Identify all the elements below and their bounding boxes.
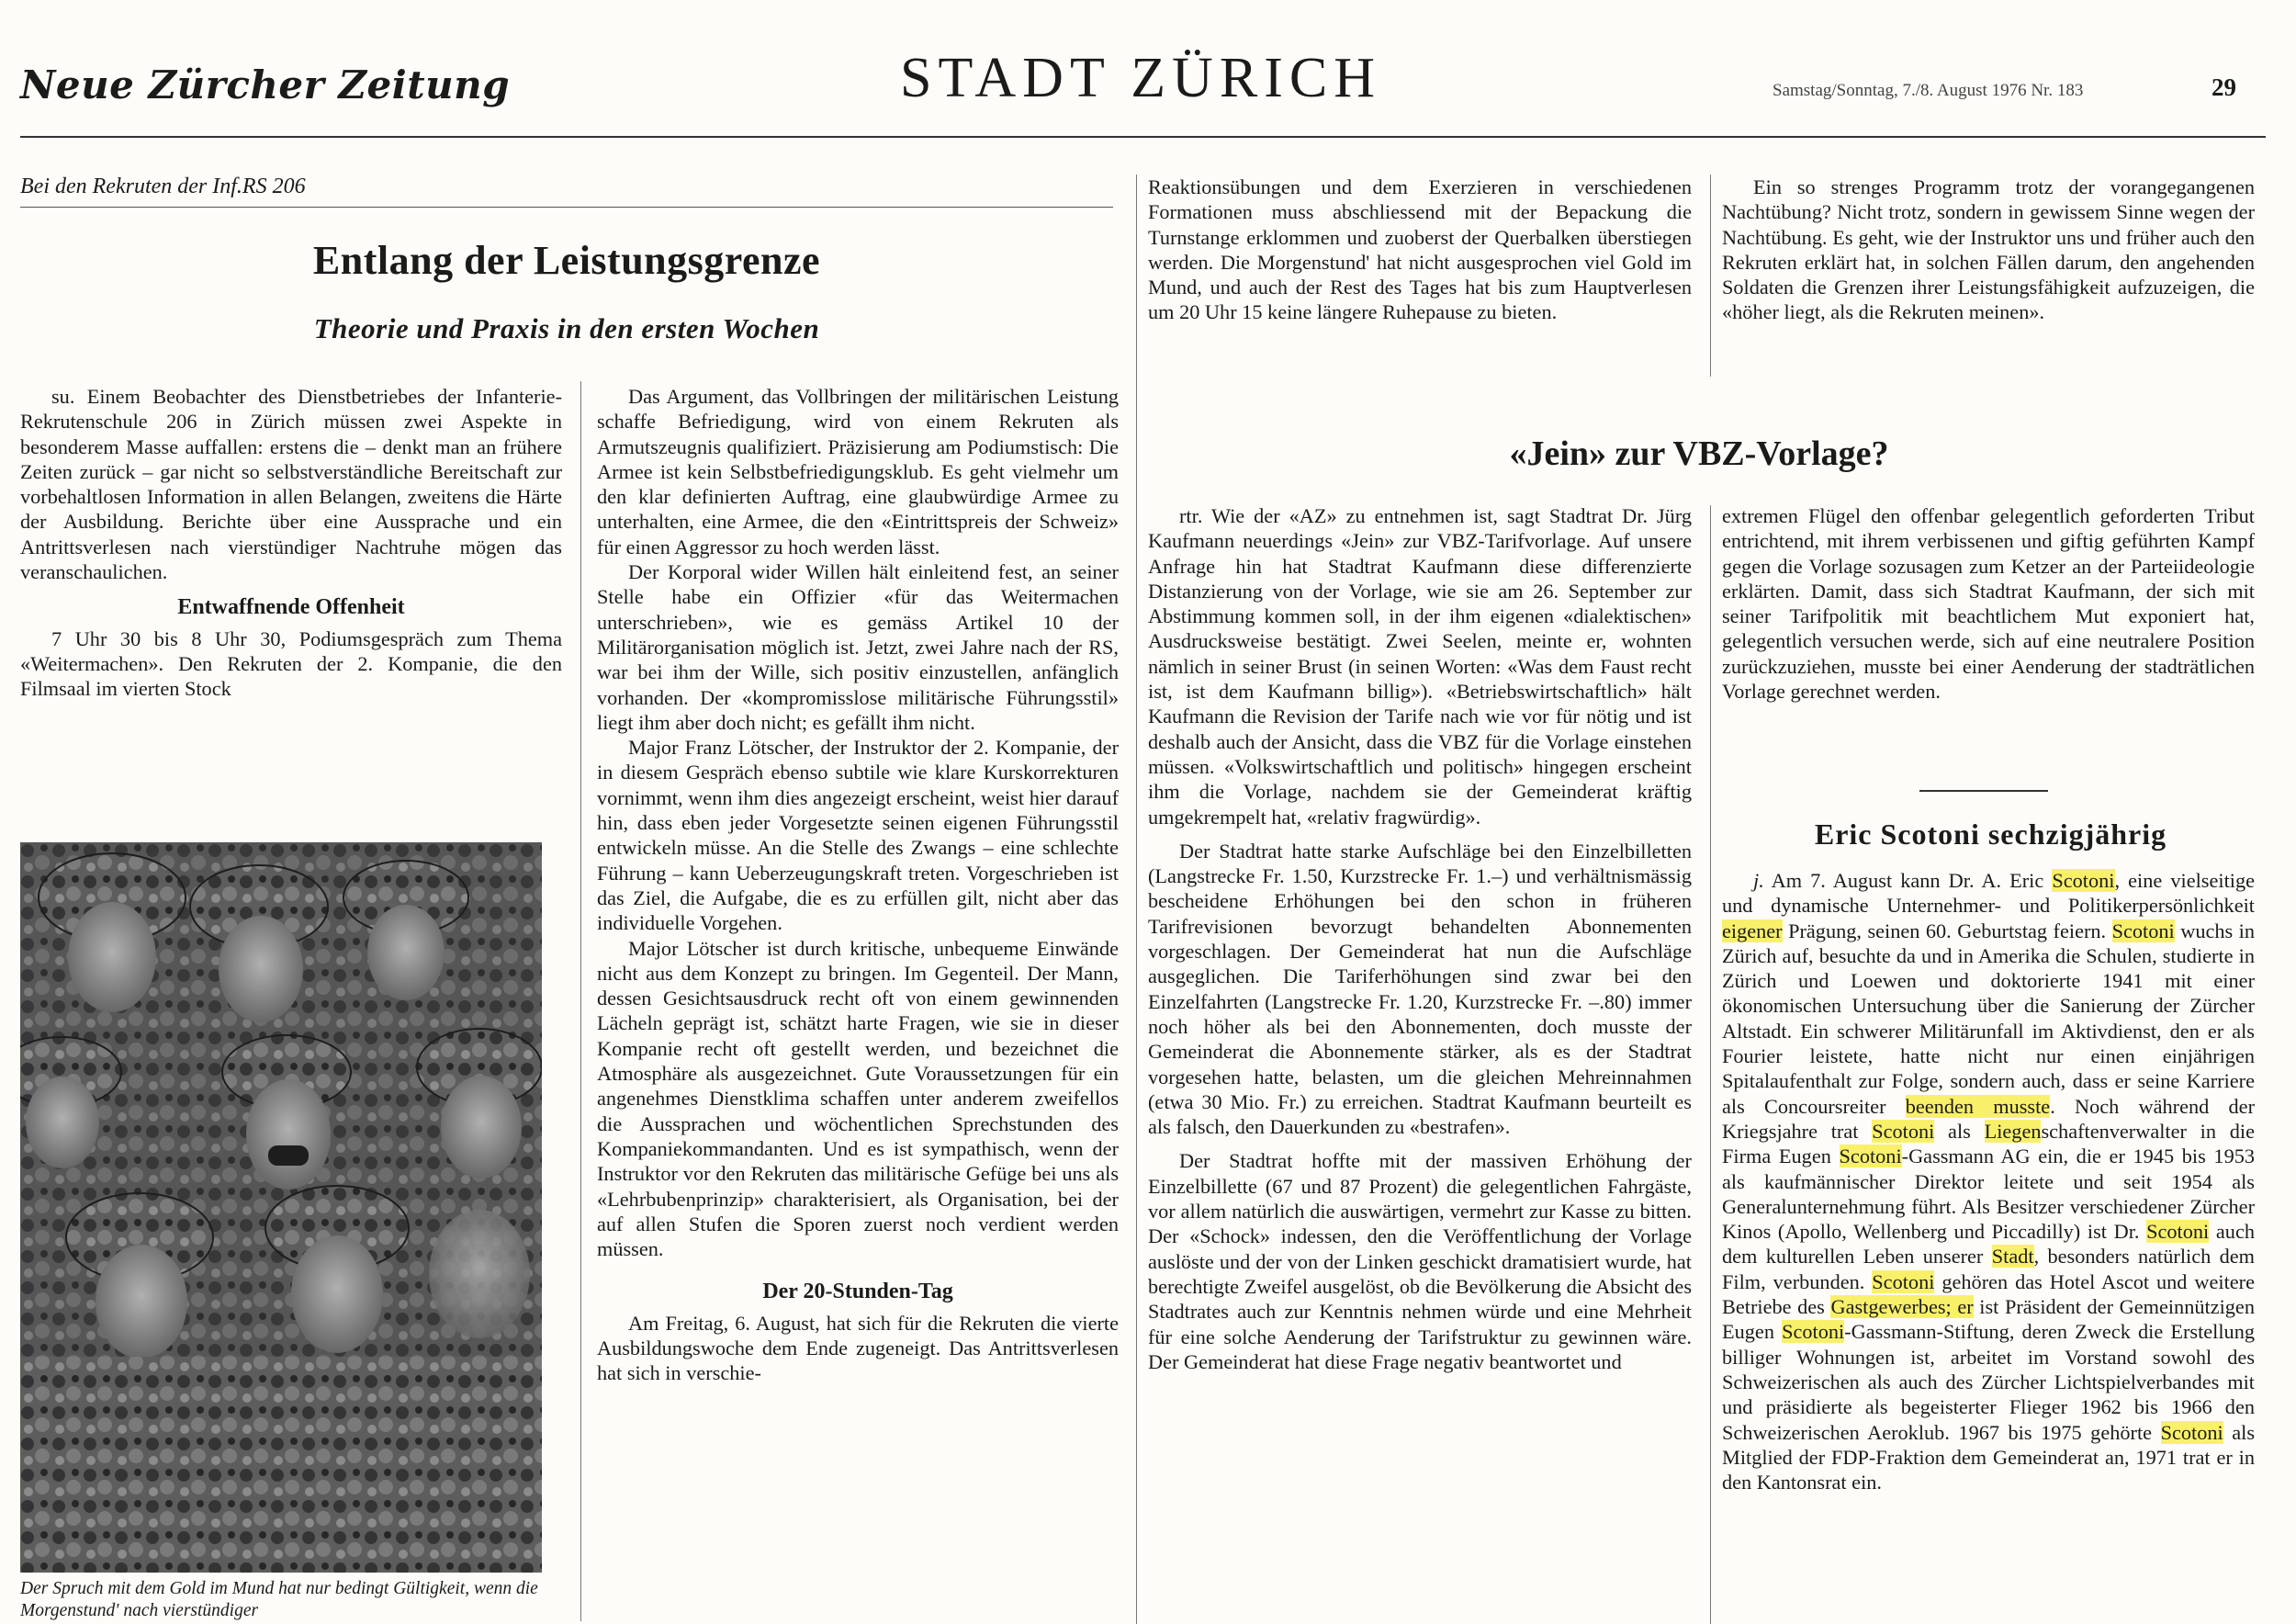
- article-kicker: Bei den Rekruten der Inf.RS 206: [20, 175, 306, 198]
- article-paragraph: Major Lötscher ist durch kritische, unbequeme Einwände nicht aus dem Konzept zu bringen. Im Gegenteil. Der Mann, dessen Gesichtsausdruck recht oft von einem gewinnenden Lächeln geprägt ist, schätzt harte Fragen, wie sie in dieser Kompanie recht oft gestellt werden, und bezeichnet die Atmosphäre als ausgezeichnet. Gute Voraussetzungen für ein angenehmes Dienstklima schaffen unter anderem zweifellos die Aussprachen und wöchentlichen Sprechstunden des Kompaniekommandanten. Und es ist sympathisch, wenn der Instruktor vor den Rekruten das militärische Gefüge bei uns als «Lehrbubenprinzip» charakterisiert, als Organisation, bei der auf allen Stufen die Sporen zuerst noch verdient werden müssen.: [597, 936, 1119, 1261]
- soldiers-photo: [20, 842, 542, 1573]
- article3-headline: Eric Scotoni sechzigjährig: [1814, 818, 2167, 851]
- article1-column3: [1148, 175, 1692, 381]
- article-headline: Entlang der Leistungsgrenze: [312, 238, 821, 283]
- photo-image: [20, 842, 542, 1573]
- article-paragraph: Am Freitag, 6. August, hat sich für die Rekruten die vierte Ausbildungswoche dem Ende zugeneigt. Das Antrittsverlesen hat sich in verschie-: [597, 1311, 1119, 1385]
- article-paragraph: Das Argument, das Vollbringen der militärischen Leistung schaffe Befriedigung, wird von einem Rekruten als Armutszeugnis qualifiziert. Präzisierung am Podiumstisch: Die Armee ist kein Selbstbefriedigungsklub. Es geht vielmehr um den klar definierten Auftrag, eine glaubwürdige Armee zu unterhalten, eine Armee, die den «Eintrittspreis der Schweiz» für einen Aggressor zu hoch werden lässt.: [597, 385, 1119, 558]
- article-paragraph: rtr. Wie der «AZ» zu entnehmen ist, sagt Stadtrat Dr. Jürg Kaufmann neuerdings «Jein» zur VBZ-Tarifvorlage. Auf unsere Anfrage hin hat Stadtrat Kaufmann diese differenzierte Distanzierung von der Vorlage, wie sie am 26. September zur Abstimmung kommen soll, in der ihm eigenen «dialektischen» Ausdrucksweise bestätigt. Zwei Seelen, meinte er, wohnten nämlich in seiner Brust (in seinen Worten: «Was dem Faust recht ist, ist dem Kaufmann billig»). «Betriebswirtschaftlich» hält Kaufmann die Revision der Tarife nach wie vor für nötig und ist deshalb auch der Ansicht, dass die VBZ für die Vorlage einstehen müssen. «Volkswirtschaftlich und politisch» hingegen erscheint ihm die Vorlage, nachdem sie der Gemeinderat kräftig umgekrempelt hat, «relativ fragwürdig».: [1148, 504, 1692, 829]
- column-rule: [1710, 175, 1711, 377]
- subheading: Entwaffnende Offenheit: [177, 595, 405, 620]
- kicker-rule: [20, 207, 1113, 208]
- article-paragraph: Reaktionsübungen und dem Exerzieren in verschiedenen Formationen muss abschliessend mit der Bepackung die Turnstange erklommen und zuoberst der Querbalken überstiegen werden. Die Morgenstund' hat nicht ausgesprochen viel Gold im Mund, und auch der Rest des Tages hat bis zum Hauptverlesen um 20 Uhr 15 keine längere Ruhepause zu bieten.: [1148, 175, 1692, 324]
- article1-column2: [597, 384, 1119, 1624]
- article-paragraph: j. Am 7. August kann Dr. A. Eric Scotoni, eine vielseitige und dynamische Unternehmer- und Politikerpersönlichkeit eigener Prägung, seinen 60. Geburtstag feiern. Scotoni wuchs in Zürich auf, besuchte da und in Amerika die Schulen, studierte in Zürich und Loewen und doktorierte 1941 mit einer ökonomischen Untersuchung über die Sanierung der Zürcher Altstadt. Ein schwerer Militärunfall im Aktivdienst, den er als Fourier leistete, hatte nicht nur einen einjährigen Spitalaufenthalt zur Folge, sondern auch, dass er seine Karriere als Concoursreiter beenden musste. Noch während der Kriegsjahre trat Scotoni als Liegenschaftenverwalter in die Firma Eugen Scotoni-Gassmann AG ein, die er 1945 bis 1953 als kaufmännischer Direktor leitete und seit 1954 als Generalunternehmung führt. Als Besitzer verschiedener Zürcher Kinos (Apollo, Wellenberg und Piccadilly) ist Dr. Scotoni auch dem kulturellen Leben unserer Stadt, besonders natürlich dem Film, verbunden. Scotoni gehören das Hotel Ascot und weitere Betriebe des Gastgewerbes; er ist Präsident der Gemeinnützigen Eugen Scotoni-Gassmann-Stiftung, deren Zweck die Erstellung billiger Wohnungen ist, arbeitet im Vorstand sowohl des Schweizerischen als auch des Zürcher Lichtspielverbandes mit und präsidierte als begeisterter Flieger 1962 bis 1966 den Schweizerischen Aeroklub. 1967 bis 1975 gehörte Scotoni als Mitglied der FDP-Fraktion dem Gemeinderat an, 1971 trat er in den Kantonsrat ein.: [1722, 869, 2255, 1494]
- masthead-rule: [20, 136, 2266, 138]
- section-title: STADT ZÜRICH: [900, 47, 1381, 109]
- article-paragraph: Ein so strenges Programm trotz der vorangegangenen Nachtübung? Nicht trotz, sondern in gewissem Sinne wegen der Nachtübung. Es geht, wie der Instruktor uns und früher auch den Rekruten erklärt hat, in solchen Fällen darum, den angehenden Soldaten die Grenzen ihrer Leistungsfähigkeit aufzuzeigen, die «höher liegt, als die Rekruten meinen».: [1722, 175, 2255, 324]
- article3-column: [1722, 868, 2255, 1624]
- column-rule: [1136, 175, 1137, 1624]
- newspaper-masthead: Neue Zürcher Zeitung: [20, 62, 511, 107]
- article1-column1: [20, 384, 562, 825]
- article-paragraph: extremen Flügel den offenbar gelegentlich geforderten Tribut entrichtend, mit ihrem verbissenen und giftig geführten Kampf gegen die Vorlage sozusagen zum Ketzer an der Parteiideologie erklärten. Damit, dass sich Stadtrat Kaufmann, der sich mit seiner Tarifpolitik mit beachtlichem Mut exponiert hat, gelegentlich versuchen werde, sich auf eine neutralere Position zurückzuziehen, musste bei einer Aenderung der stadträtlichen Vorlage gerechnet werden.: [1722, 504, 2255, 704]
- article-paragraph: Der Korporal wider Willen hält einleitend fest, an seiner Stelle habe ein Offizier «für das Weitermachen unterschrieben», wie es gemäss Artikel 10 der Militärorganisation möglich ist. Jetzt, zwei Jahre nach der RS, war bei ihm der Wille, sich positiv einzustellen, anfänglich vorhanden. Der «kompromisslose militärische Führungsstil» liegt ihm aber doch nicht; es gefällt ihm nicht.: [597, 560, 1119, 734]
- article-paragraph: su. Einem Beobachter des Dienstbetriebes der Infanterie-Rekrutenschule 206 in Zürich müssen zwei Aspekte in besonderem Masse auffallen: erstens die – denkt man an frühere Zeiten zurück – gar nicht so selbstverständliche Bereitschaft zur vorbehaltlosen Information in allen Belangen, zweitens die Härte der Ausbildung. Berichte über eine Aussprache und ein Antrittsverlesen nach vierstündiger Nachtruhe mögen das veranschaulichen.: [20, 385, 562, 584]
- article2-column1: [1148, 503, 1692, 1624]
- dateline: Samstag/Sonntag, 7./8. August 1976 Nr. 183: [1773, 81, 2084, 100]
- article-paragraph: Der Stadtrat hatte starke Aufschläge bei den Einzelbilletten (Langstrecke Fr. 1.50, Kurzstrecke Fr. 1.–) und verhältnismässig bescheidene Erhöhungen bei den schon in früheren Tarifrevisionen bevorzugt behandelten Abonnementen vorgeschlagen. Der Gemeinderat hat nun die Aufschläge ausgeglichen. Die Tariferhöhungen sind zwar bei den Einzelfahrten (Langstrecke Fr. 1.20, Kurzstrecke Fr. –.80) immer noch höher als bei den Abonnementen, doch musste der Gemeinderat die Abonnemente stärker, als es der Stadtrat vorgesehen hatte, belasten, um die gleichen Mehreinnahmen (etwa 30 Mio. Fr.) zu erreichen. Stadtrat Kaufmann beurteilt es als falsch, den Dauerkunden zu «bestrafen».: [1148, 839, 1692, 1139]
- article2-column2: [1722, 503, 2255, 779]
- article-paragraph: Major Franz Lötscher, der Instruktor der 2. Kompanie, der in diesem Gespräch ebenso subtile wie klare Kurskorrekturen vornimmt, wenn ihm dies angezeigt erscheint, weist hier darauf hin, dass eben jeder Vorgesetzte seinen eigenen Führungsstil entwickeln müsse. An die Stelle des Zwangs – eine schlechte Führung – kann Ueberzeugungskraft treten. Vorgeschrieben ist das Ziel, die Aufgabe, die es zu erfüllen gilt, nicht aber das individuelle Vorgehen.: [597, 736, 1119, 935]
- page-number: 29: [2212, 73, 2236, 101]
- photo-caption: Der Spruch mit dem Gold im Mund hat nur bedingt Gültigkeit, wenn die Morgenstund' nach vierstündiger: [20, 1579, 538, 1620]
- article1-column4: [1722, 175, 2255, 381]
- article-paragraph: Der Stadtrat hoffte mit der massiven Erhöhung der Einzelbillette (67 und 87 Prozent) die gelegentlichen Fahrgäste, vor allem natürlich die auswärtigen, vermehrt zur Kasse zu bitten. Der «Schock» indessen, den die Veröffentlichung der Vorlage auslöste und der von der Linken geschickt dramatisiert wurde, hat berechtigte Zweifel ausgelöst, ob die Bevölkerung die Absicht des Stadtrates auch zur Kenntnis nehmen würde und eine Mehrheit für eine solche Aenderung der Tarifstruktur zu gewinnen wäre. Der Gemeinderat hat diese Frage negativ beantwortet und: [1148, 1149, 1692, 1373]
- article-paragraph: 7 Uhr 30 bis 8 Uhr 30, Podiumsgespräch zum Thema «Weitermachen». Den Rekruten der 2. Kompanie, die den Filmsaal im vierten Stock: [20, 626, 562, 701]
- column-rule: [1710, 505, 1711, 1624]
- column-rule: [580, 381, 581, 1621]
- article-separator: [1919, 790, 2048, 792]
- article-subheadline: Theorie und Praxis in den ersten Wochen: [313, 312, 820, 344]
- article2-headline: «Jein» zur VBZ-Vorlage?: [1509, 434, 1889, 473]
- subheading: Der 20-Stunden-Tag: [762, 1280, 953, 1304]
